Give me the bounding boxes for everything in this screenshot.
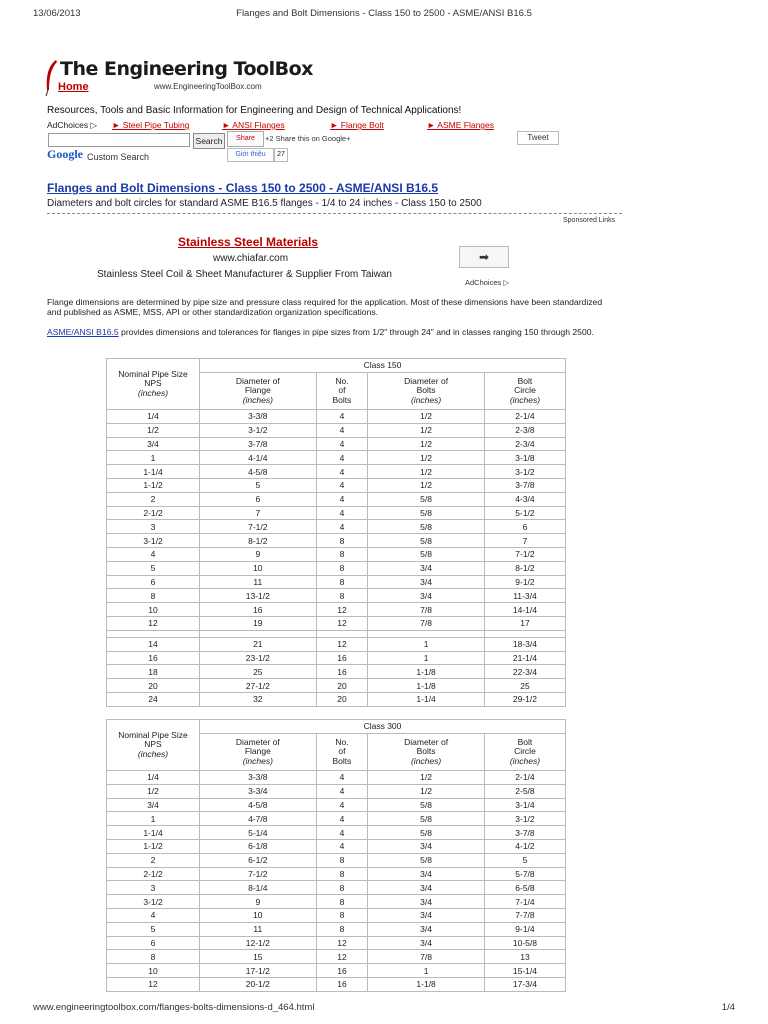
table-cell: 1-1/4 [368, 692, 485, 706]
table-cell: 4 [316, 423, 368, 437]
table-cell: 1/2 [107, 784, 200, 798]
table-cell: 10 [200, 561, 317, 575]
home-link[interactable]: Home [58, 81, 89, 93]
table-cell: 17-1/2 [200, 964, 317, 978]
table-cell: 3/4 [368, 908, 485, 922]
table-row [107, 881, 566, 895]
table-cell: 5-7/8 [484, 867, 565, 881]
ad-arrow-button[interactable] [459, 246, 509, 268]
table-cell: 4 [316, 812, 368, 826]
table-spacer-cell [200, 630, 317, 637]
table-cell: 8-1/2 [200, 534, 317, 548]
table-cell: 18 [107, 665, 200, 679]
like-count: 27 [274, 148, 288, 162]
table-cell: 3-1/2 [484, 465, 565, 479]
print-url: www.engineeringtoolbox.com/flanges-bolts-dimensions-d_464.html [33, 1002, 315, 1013]
table-cell: 16 [107, 651, 200, 665]
table-row [107, 950, 566, 964]
table-cell: 20 [107, 679, 200, 693]
table-cell: 3 [107, 881, 200, 895]
table-cell: 1-1/4 [107, 826, 200, 840]
table-cell: 4-1/4 [200, 451, 317, 465]
table-row [107, 561, 566, 575]
print-date: 13/06/2013 [33, 8, 81, 19]
table-cell: 3/4 [368, 561, 485, 575]
table-cell: 29-1/2 [484, 692, 565, 706]
table-cell: 4 [316, 492, 368, 506]
table-cell: 4 [316, 771, 368, 785]
table-cell: 16 [316, 665, 368, 679]
table-row [107, 784, 566, 798]
table-cell: 5 [200, 478, 317, 492]
search-input[interactable] [48, 133, 190, 147]
table-cell: 4-3/4 [484, 492, 565, 506]
divider [47, 213, 622, 214]
table-cell: 1/2 [107, 423, 200, 437]
table-cell: 1 [107, 812, 200, 826]
table-cell: 8 [316, 895, 368, 909]
table-row [107, 964, 566, 978]
google-logo [47, 147, 83, 162]
table-cell: 1/4 [107, 410, 200, 424]
table-cell: 8 [316, 922, 368, 936]
table-cell: 5 [107, 922, 200, 936]
table-cell: 1/2 [368, 478, 485, 492]
table-cell: 1 [368, 651, 485, 665]
table-cell: 4 [316, 410, 368, 424]
table-cell: 4-1/2 [484, 839, 565, 853]
table-spacer-cell [368, 630, 485, 637]
page-subtitle: Diameters and bolt circles for standard ASME B16.5 flanges - 1/4 to 24 inches - Class 150 to 2500 [47, 198, 482, 209]
table-cell: 5 [484, 853, 565, 867]
table-cell: 19 [200, 616, 317, 630]
header-nps: Nominal Pipe Size NPS (inches) [107, 720, 200, 771]
header-no-bolts: No. of Bolts [316, 373, 368, 410]
table-cell: 1/2 [368, 465, 485, 479]
table-cell: 7-1/4 [484, 895, 565, 909]
table-cell: 4 [316, 506, 368, 520]
table-cell: 3-1/2 [484, 812, 565, 826]
table-cell: 8 [316, 589, 368, 603]
table-cell: 11 [200, 922, 317, 936]
table-cell: 3/4 [107, 798, 200, 812]
table-cell: 12 [107, 977, 200, 991]
table-cell: 10-5/8 [484, 936, 565, 950]
table-cell: 3-3/8 [200, 771, 317, 785]
table-cell: 2-1/2 [107, 506, 200, 520]
feather-icon [44, 60, 58, 96]
table-cell: 2-3/4 [484, 437, 565, 451]
table-cell: 1/4 [107, 771, 200, 785]
table-cell: 1/2 [368, 437, 485, 451]
table-cell: 4 [316, 437, 368, 451]
table-cell: 7/8 [368, 950, 485, 964]
table-cell: 1 [368, 964, 485, 978]
table-cell: 1-1/2 [107, 839, 200, 853]
table-cell: 8 [316, 575, 368, 589]
table-cell: 24 [107, 692, 200, 706]
table-cell: 12 [316, 950, 368, 964]
table-cell: 8-1/2 [484, 561, 565, 575]
adchoices-label-2[interactable]: AdChoices ▷ [465, 278, 510, 287]
header-flange-diameter: Diameter of Flange (inches) [200, 734, 317, 771]
search-button[interactable]: Search [193, 133, 225, 149]
table-row [107, 908, 566, 922]
table-cell: 12 [316, 637, 368, 651]
table-cell: 1/2 [368, 771, 485, 785]
class-300-table [106, 719, 566, 992]
table-cell: 17-3/4 [484, 977, 565, 991]
ad-link-steel-pipe[interactable]: ► Steel Pipe Tubing [112, 120, 190, 130]
ad-link-flange-bolt[interactable]: ► Flange Bolt [330, 120, 384, 130]
site-tagline: Resources, Tools and Basic Information for Engineering and Design of Technical Applications! [47, 105, 462, 116]
table-cell: 4 [316, 839, 368, 853]
table-cell: 14 [107, 637, 200, 651]
sponsored-links-label: Sponsored Links [563, 217, 616, 224]
table-cell: 4 [316, 520, 368, 534]
table-cell: 7 [484, 534, 565, 548]
brand-name: The Engineering ToolBox [60, 58, 313, 80]
table-cell: 5/8 [368, 798, 485, 812]
table-cell: 9 [200, 547, 317, 561]
table-cell: 1-1/8 [368, 977, 485, 991]
table-cell: 3/4 [107, 437, 200, 451]
table-row [107, 603, 566, 617]
table-cell: 3-1/4 [484, 798, 565, 812]
table-row [107, 922, 566, 936]
header-flange-diameter: Diameter of Flange (inches) [200, 373, 317, 410]
table-cell: 7 [200, 506, 317, 520]
table-cell: 10 [107, 964, 200, 978]
header-bolt-circle: Bolt Circle (inches) [484, 373, 565, 410]
header-nps: Nominal Pipe Size NPS (inches) [107, 359, 200, 410]
table-spacer-cell [316, 630, 368, 637]
table-row [107, 423, 566, 437]
table-row [107, 692, 566, 706]
table-cell: 4-5/8 [200, 798, 317, 812]
table-row [107, 451, 566, 465]
table-cell: 2-1/2 [107, 867, 200, 881]
table-row [107, 679, 566, 693]
table-cell: 1 [368, 637, 485, 651]
table-cell: 6 [107, 936, 200, 950]
table-cell: 15 [200, 950, 317, 964]
table-cell: 3-1/2 [200, 423, 317, 437]
table-cell: 6-1/2 [200, 853, 317, 867]
table-cell: 2 [107, 492, 200, 506]
class-150-table [106, 358, 566, 707]
table-cell: 22-3/4 [484, 665, 565, 679]
print-title: Flanges and Bolt Dimensions - Class 150 to 2500 - ASME/ANSI B16.5 [236, 8, 532, 19]
table-spacer-cell [484, 630, 565, 637]
class-label: Class 150 [200, 359, 566, 373]
table-cell: 3-1/2 [107, 895, 200, 909]
table-cell: 9-1/2 [484, 575, 565, 589]
share-button[interactable]: Share [227, 131, 264, 147]
table-row [107, 506, 566, 520]
table-cell: 18-3/4 [484, 637, 565, 651]
table-row [107, 826, 566, 840]
table-row [107, 895, 566, 909]
table-cell: 16 [316, 977, 368, 991]
table-cell: 8 [316, 534, 368, 548]
table-row [107, 492, 566, 506]
table-row [107, 936, 566, 950]
table-cell: 5/8 [368, 520, 485, 534]
table-row [107, 465, 566, 479]
table-cell: 2 [107, 853, 200, 867]
table-cell: 7-1/2 [484, 547, 565, 561]
table-cell: 4 [107, 547, 200, 561]
table-row [107, 575, 566, 589]
table-cell: 3/4 [368, 839, 485, 853]
table-cell: 1-1/4 [107, 465, 200, 479]
table-cell: 6 [484, 520, 565, 534]
table-cell: 12 [107, 616, 200, 630]
table-spacer-cell [107, 630, 200, 637]
table-cell: 8 [316, 867, 368, 881]
table-cell: 32 [200, 692, 317, 706]
table-cell: 4 [316, 478, 368, 492]
table-row [107, 437, 566, 451]
table-cell: 6-5/8 [484, 881, 565, 895]
table-cell: 8-1/4 [200, 881, 317, 895]
table-cell: 7-1/2 [200, 867, 317, 881]
table-cell: 5-1/4 [200, 826, 317, 840]
table-cell: 5/8 [368, 853, 485, 867]
table-cell: 5/8 [368, 547, 485, 561]
table-cell: 3/4 [368, 895, 485, 909]
table-cell: 6 [107, 575, 200, 589]
table-cell: 8 [316, 908, 368, 922]
table-cell: 5 [107, 561, 200, 575]
spec-paragraph-text: provides dimensions and tolerances for flanges in pipe sizes from 1/2" through 24" and in classes ranging 150 through 2500. [118, 327, 594, 337]
table-cell: 20 [316, 679, 368, 693]
table-cell: 3-7/8 [484, 478, 565, 492]
table-row [107, 637, 566, 651]
table-cell: 8 [107, 950, 200, 964]
table-cell: 3-3/4 [200, 784, 317, 798]
table-cell: 10 [200, 908, 317, 922]
table-cell: 3-3/8 [200, 410, 317, 424]
table-cell: 15-1/4 [484, 964, 565, 978]
table-cell: 3-1/8 [484, 451, 565, 465]
table-row [107, 651, 566, 665]
header-bolt-diameter: Diameter of Bolts (inches) [368, 373, 485, 410]
table-row [107, 867, 566, 881]
table-row [107, 410, 566, 424]
table-cell: 4 [316, 798, 368, 812]
table-cell: 6 [200, 492, 317, 506]
table-cell: 4 [316, 465, 368, 479]
like-button[interactable]: Giới thiệu [227, 148, 274, 162]
table-cell: 12 [316, 603, 368, 617]
header-bolt-circle: Bolt Circle (inches) [484, 734, 565, 771]
table-cell: 4 [316, 451, 368, 465]
ad-link-asme-flanges[interactable]: ► ASME Flanges [427, 120, 494, 130]
table-cell: 4 [316, 784, 368, 798]
table-cell: 5/8 [368, 534, 485, 548]
table-cell: 3/4 [368, 936, 485, 950]
page-title[interactable]: Flanges and Bolt Dimensions - Class 150 to 2500 - ASME/ANSI B16.5 [47, 181, 439, 195]
table-row [107, 771, 566, 785]
table-row [107, 547, 566, 561]
table-cell: 5/8 [368, 826, 485, 840]
table-cell: 13 [484, 950, 565, 964]
table-cell: 5/8 [368, 492, 485, 506]
ad-url[interactable]: www.chiafar.com [213, 253, 289, 264]
table-cell: 9-1/4 [484, 922, 565, 936]
table-cell: 23-1/2 [200, 651, 317, 665]
table-cell: 3/4 [368, 575, 485, 589]
table-cell: 1/2 [368, 410, 485, 424]
table-cell: 2-3/8 [484, 423, 565, 437]
table-cell: 8 [316, 853, 368, 867]
table-row [107, 798, 566, 812]
table-body [107, 410, 566, 707]
table-cell: 27-1/2 [200, 679, 317, 693]
table-cell: 8 [316, 561, 368, 575]
header-bolt-diameter: Diameter of Bolts (inches) [368, 734, 485, 771]
table-cell: 20 [316, 692, 368, 706]
table-cell: 13-1/2 [200, 589, 317, 603]
table-cell: 3/4 [368, 867, 485, 881]
table-row [107, 839, 566, 853]
table-cell: 12-1/2 [200, 936, 317, 950]
table-cell: 17 [484, 616, 565, 630]
table-cell: 7-1/2 [200, 520, 317, 534]
table-cell: 2-1/4 [484, 410, 565, 424]
google-wordmark: Google [47, 147, 83, 161]
table-row [107, 534, 566, 548]
header-no-bolts: No. of Bolts [316, 734, 368, 771]
table-cell: 1-1/8 [368, 679, 485, 693]
table-cell: 8 [316, 547, 368, 561]
table-cell: 12 [316, 936, 368, 950]
class-label: Class 300 [200, 720, 566, 734]
ad-link-ansi-flanges[interactable]: ► ANSI Flanges [222, 120, 285, 130]
table-cell: 8 [107, 589, 200, 603]
table-body [107, 771, 566, 992]
table-cell: 4-5/8 [200, 465, 317, 479]
table-cell: 3/4 [368, 589, 485, 603]
tweet-button[interactable]: Tweet [517, 131, 559, 145]
asme-b16-5-link[interactable]: ASME/ANSI B16.5 [47, 327, 119, 337]
table-cell: 21 [200, 637, 317, 651]
table-cell: 4 [107, 908, 200, 922]
table-cell: 16 [316, 651, 368, 665]
table-cell: 12 [316, 616, 368, 630]
table-cell: 25 [200, 665, 317, 679]
table-row [107, 589, 566, 603]
table-cell: 20-1/2 [200, 977, 317, 991]
table-cell: 6-1/8 [200, 839, 317, 853]
table-cell: 5/8 [368, 506, 485, 520]
table-cell: 4-7/8 [200, 812, 317, 826]
table-cell: 1 [107, 451, 200, 465]
table-row [107, 520, 566, 534]
table-cell: 3 [107, 520, 200, 534]
table-cell: 9 [200, 895, 317, 909]
table-row [107, 665, 566, 679]
ad-description: Stainless Steel Coil & Sheet Manufacturer & Supplier From Taiwan [97, 269, 392, 280]
google-plus-share[interactable]: +2 Share this on Google+ [265, 134, 351, 143]
table-cell: 16 [316, 964, 368, 978]
adchoices-label[interactable]: AdChoices ▷ [47, 120, 98, 130]
table-cell: 21-1/4 [484, 651, 565, 665]
table-cell: 3-7/8 [484, 826, 565, 840]
table-cell: 16 [200, 603, 317, 617]
spec-paragraph [47, 327, 607, 337]
table-row [107, 853, 566, 867]
brand-domain: www.EngineeringToolBox.com [154, 82, 262, 91]
table-cell: 1/2 [368, 451, 485, 465]
table-cell: 1-1/8 [368, 665, 485, 679]
table-cell: 5-1/2 [484, 506, 565, 520]
table-cell: 11-3/4 [484, 589, 565, 603]
intro-paragraph: Flange dimensions are determined by pipe size and pressure class required for the application. Most of these dimensions have been standardized and published as ASME, MSS, API or other standardization organization specifications. [47, 297, 603, 317]
arrow-right-icon: ➡ [478, 250, 490, 264]
ad-title-link[interactable]: Stainless Steel Materials [178, 235, 319, 249]
table-cell: 1/2 [368, 423, 485, 437]
custom-search-label: Custom Search [87, 152, 150, 162]
table-cell: 7/8 [368, 603, 485, 617]
table-cell: 11 [200, 575, 317, 589]
table-cell: 5/8 [368, 812, 485, 826]
table-cell: 3/4 [368, 922, 485, 936]
table-cell: 1/2 [368, 784, 485, 798]
table-spacer-row [107, 630, 566, 637]
table-cell: 2-5/8 [484, 784, 565, 798]
table-row [107, 616, 566, 630]
table-cell: 8 [316, 881, 368, 895]
table-cell: 3/4 [368, 881, 485, 895]
table-row [107, 812, 566, 826]
table-cell: 2-1/4 [484, 771, 565, 785]
table-row [107, 977, 566, 991]
table-cell: 1-1/2 [107, 478, 200, 492]
table-row [107, 478, 566, 492]
table-cell: 3-1/2 [107, 534, 200, 548]
table-cell: 14-1/4 [484, 603, 565, 617]
table-cell: 25 [484, 679, 565, 693]
table-cell: 4 [316, 826, 368, 840]
table-cell: 3-7/8 [200, 437, 317, 451]
table-cell: 7-7/8 [484, 908, 565, 922]
table-cell: 7/8 [368, 616, 485, 630]
table-cell: 10 [107, 603, 200, 617]
print-page-number: 1/4 [721, 1002, 735, 1013]
